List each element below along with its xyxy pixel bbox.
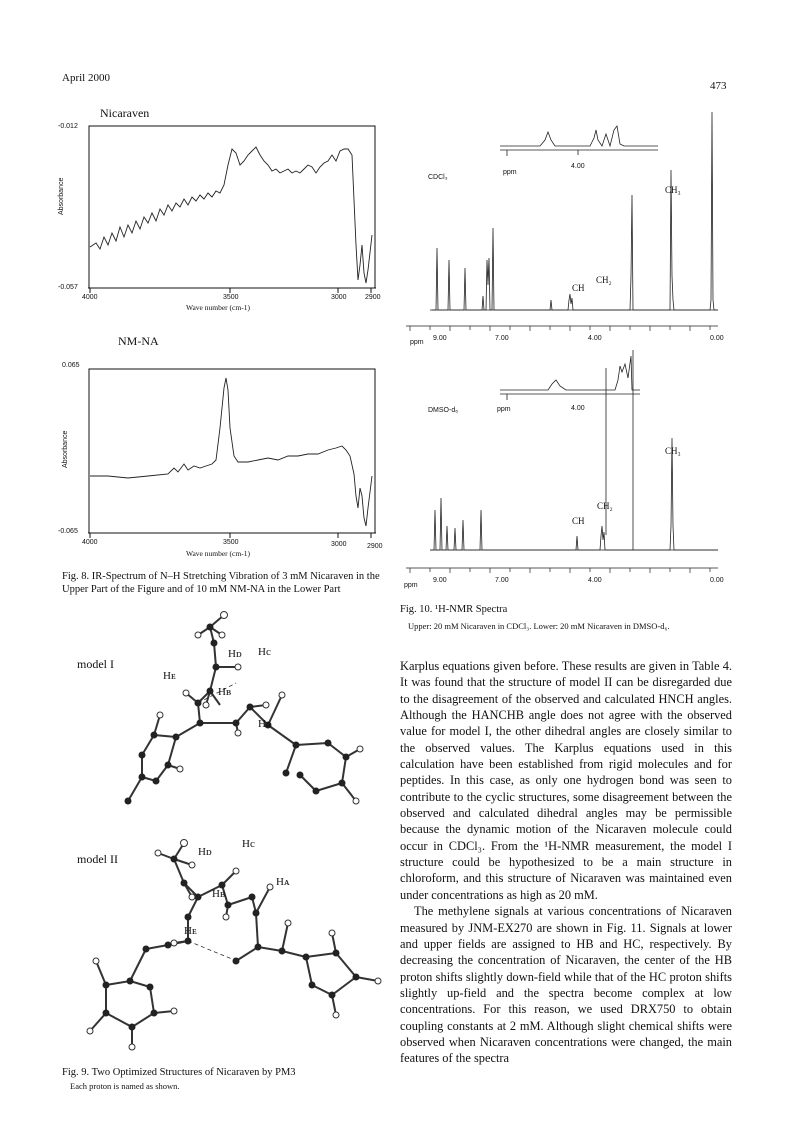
m1-label-hd: Hᴅ (228, 648, 242, 660)
nmr-top-inset-tick: 4.00 (571, 163, 585, 170)
nmr-bottom-spectrum (400, 350, 730, 580)
nmr-bottom-axis-unit: ppm (404, 582, 418, 589)
m2-label-he: Hᴇ (184, 925, 197, 937)
ir-bottom-xtick-3000: 3000 (331, 541, 347, 548)
nmr-bottom-xtick-4: 4.00 (588, 577, 602, 584)
m1-label-he: Hᴇ (163, 670, 176, 682)
nmr-top-xtick-7: 7.00 (495, 335, 509, 342)
nmr-top-ch-label: CH (572, 283, 585, 293)
nmr-top-ch2-label: CH₂ (596, 275, 612, 285)
nmr-bottom-ch3-label: CH₃ (665, 446, 681, 456)
nmr-bottom-solvent: DMSO-d₆ (428, 407, 459, 414)
ir-top-xtick-2900: 2900 (365, 294, 381, 301)
running-header-date: April 2000 (62, 72, 110, 84)
nmr-bottom-xtick-7: 7.00 (495, 577, 509, 584)
ir-top-xlabel: Wave number (cm-1) (186, 303, 250, 312)
nmr-top-ch3-label: CH₃ (665, 185, 681, 195)
model-2-structure (60, 835, 400, 1060)
body-text (400, 658, 732, 1067)
fig9-subcaption: Each proton is named as shown. (70, 1081, 180, 1091)
ir-bottom-title: NM-NA (118, 334, 159, 348)
m1-label-hc: Hc (258, 646, 271, 658)
model-1-label: model I (77, 657, 114, 671)
ir-top-ybottom: -0.057 (58, 284, 78, 291)
ir-bottom-ybottom: -0.065 (58, 528, 78, 535)
nmr-top-xtick-9: 9.00 (433, 335, 447, 342)
ir-bottom-ylabel: Absorbance (62, 430, 69, 468)
nmr-top-xtick-4: 4.00 (588, 335, 602, 342)
nmr-bottom-inset-tick: 4.00 (571, 405, 585, 412)
m2-label-hb: Hʙ (212, 888, 226, 900)
nmr-top-solvent: CDCl₃ (428, 174, 448, 181)
nmr-top-xtick-0: 0.00 (710, 335, 724, 342)
nmr-bottom-inset-ppm: ppm (497, 406, 511, 413)
body-paragraph-1: Karplus equations given before. These results are given in Table 4. It was found that the structure of model II can be disregarded due to the disagreement of the observed and calculated HNCH angles. Although the HANCHB angle does not agree with the observed value for model I, the other dihedral angles are closely similar to the observed values. The Karplus equations used in this calculation have been established from rigid molecules and for peptides. In this case, as only one hydrogen bond was seen to contribute to the cyclic structures, some disagreement between the observed and calculated dihedral angles may be permissible because the dynamic motion of the Nicaraven molecule could occur in CDCl₃. From the ¹H-NMR measurement, the model I structure could be hypothesized to be a main structure in chloroform, and this structure of Nicaraven was maintained even under concentrations as high as 20 mM. (400, 659, 732, 902)
fig10-caption: Fig. 10. ¹H-NMR Spectra (400, 604, 508, 615)
nmr-bottom-xtick-0: 0.00 (710, 577, 724, 584)
ir-bottom-xtick-2900: 2900 (367, 543, 383, 550)
m2-label-ha: Hᴀ (276, 876, 290, 888)
model-2-label: model II (77, 852, 118, 866)
nmr-top-axis-unit: ppm (410, 339, 424, 346)
ir-top-ytop: -0.012 (58, 123, 78, 130)
ir-bottom-ytop: 0.065 (62, 362, 80, 369)
ir-top-xtick-3500: 3500 (223, 294, 239, 301)
ir-top-title: Nicaraven (100, 106, 150, 120)
ir-top-xtick-3000: 3000 (331, 294, 347, 301)
fig8-caption: Fig. 8. IR-Spectrum of N–H Stretching Vibration of 3 mM Nicaraven in the Upper Part of the Figure and of 10 mM NM-NA in the Lower Part (62, 571, 380, 595)
nmr-bottom-ch-label: CH (572, 516, 585, 526)
nmr-bottom-ch2-label: CH₂ (597, 501, 613, 511)
ir-top-xtick-4000: 4000 (82, 294, 98, 301)
page-number: 473 (710, 80, 727, 92)
ir-top-ylabel: Absorbance (58, 177, 65, 215)
m1-label-hb: Hʙ (218, 686, 232, 698)
ir-bottom-xlabel: Wave number (cm-1) (186, 549, 250, 558)
ir-bottom-xtick-4000: 4000 (82, 539, 98, 546)
nmr-top-spectrum (400, 100, 730, 360)
m2-label-hc: Hc (242, 838, 255, 850)
m2-label-hd: Hᴅ (198, 846, 212, 858)
model-1-structure (60, 605, 400, 840)
fig10-subcaption: Upper: 20 mM Nicaraven in CDCl₃. Lower: 20 mM Nicaraven in DMSO-d₆. (408, 621, 670, 631)
nmr-bottom-xtick-9: 9.00 (433, 577, 447, 584)
ir-top-plot (88, 125, 388, 300)
fig9-caption: Fig. 9. Two Optimized Structures of Nicaraven by PM3 (62, 1067, 296, 1078)
nmr-top-inset-ppm: ppm (503, 169, 517, 176)
ir-bottom-plot (88, 368, 388, 543)
ir-bottom-xtick-3500: 3500 (223, 539, 239, 546)
m1-label-ha: Hᴀ (258, 718, 272, 730)
body-paragraph-2: The methylene signals at various concentrations of Nicaraven measured by JNM-EX270 are shown in Fig. 11. Signals at lower and upper fields are assigned to HB and HC, respectively. By decreasing the concentration of Nicaraven, the center of the HB proton shifts slightly down-field while that of the HC proton shifts slightly up-field and the spectra become complex at low concentrations. For this reason, we used DRX750 to obtain coupling constants at 2 mM. Although slight chemical shifts were observed when Nicaraven concentrations were changed, the main features of the spectra (400, 904, 732, 1066)
